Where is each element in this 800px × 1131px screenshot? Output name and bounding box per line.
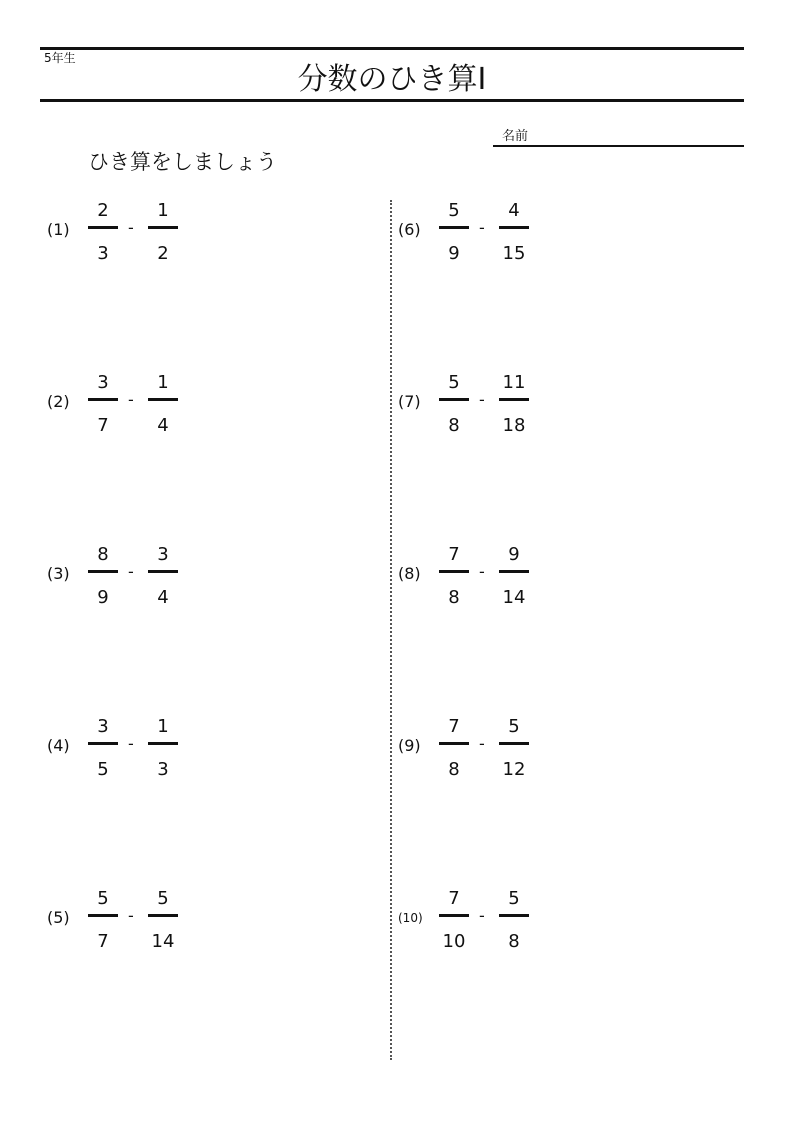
denominator: 8 [448,415,460,436]
problem-7 [398,370,598,440]
denominator: 7 [97,931,109,952]
fraction-bar [439,226,469,229]
minus-sign: - [128,218,134,237]
problem-number: (8) [398,564,421,583]
fraction-bar [439,570,469,573]
fraction-bar [439,398,469,401]
denominator: 18 [502,415,526,436]
denominator: 3 [157,759,169,780]
fraction-subtrahend [499,886,529,955]
fraction-subtrahend [499,714,529,783]
denominator: 5 [97,759,109,780]
fraction-subtrahend [148,198,178,267]
problem-4 [47,714,247,784]
fraction-subtrahend [148,714,178,783]
problem-number: (10) [398,911,423,925]
numerator: 5 [448,372,460,393]
denominator: 8 [448,759,460,780]
fraction-subtrahend [499,198,529,267]
numerator: 5 [448,200,460,221]
problem-3 [47,542,247,612]
minus-sign: - [479,906,485,925]
problem-number: (7) [398,392,421,411]
minus-sign: - [128,390,134,409]
problem-2 [47,370,247,440]
minus-sign: - [479,562,485,581]
fraction-minuend [439,714,469,783]
fraction-minuend [439,542,469,611]
fraction-bar [88,742,118,745]
top-rule [40,47,744,50]
fraction-bar [499,570,529,573]
numerator: 8 [97,544,109,565]
numerator: 5 [97,888,109,909]
denominator: 3 [97,243,109,264]
fraction-subtrahend [148,886,178,955]
title-underline [40,99,744,102]
numerator: 11 [502,372,526,393]
fraction-bar [148,226,178,229]
name-label: 名前 [502,129,529,144]
minus-sign: - [128,734,134,753]
fraction-subtrahend [499,370,529,439]
denominator: 9 [448,243,460,264]
fraction-bar [88,914,118,917]
fraction-bar [148,570,178,573]
problem-number: (4) [47,736,70,755]
fraction-bar [439,914,469,917]
fraction-bar [88,570,118,573]
problem-number: (1) [47,220,70,239]
numerator: 1 [157,200,169,221]
fraction-subtrahend [499,542,529,611]
denominator: 15 [502,243,526,264]
fraction-minuend [439,886,469,955]
fraction-bar [148,914,178,917]
fraction-subtrahend [148,370,178,439]
denominator: 14 [151,931,175,952]
problem-number: (2) [47,392,70,411]
fraction-minuend [439,198,469,267]
numerator: 3 [97,372,109,393]
fraction-bar [88,226,118,229]
numerator: 7 [448,544,460,565]
denominator: 14 [502,587,526,608]
numerator: 3 [97,716,109,737]
numerator: 5 [508,888,520,909]
fraction-bar [148,742,178,745]
minus-sign: - [479,218,485,237]
denominator: 8 [448,587,460,608]
fraction-minuend [88,542,118,611]
denominator: 4 [157,415,169,436]
numerator: 1 [157,716,169,737]
numerator: 2 [97,200,109,221]
fraction-minuend [88,886,118,955]
fraction-bar [88,398,118,401]
numerator: 5 [508,716,520,737]
problem-9 [398,714,598,784]
fraction-bar [499,742,529,745]
denominator: 10 [442,931,466,952]
problem-number: (3) [47,564,70,583]
problem-number: (5) [47,908,70,927]
problem-5 [47,886,247,956]
numerator: 7 [448,888,460,909]
denominator: 8 [508,931,520,952]
fraction-bar [148,398,178,401]
fraction-bar [499,398,529,401]
problem-1 [47,198,247,268]
problem-number: (6) [398,220,421,239]
page-title: 分数のひき算Ⅰ [297,62,487,97]
name-line[interactable] [493,145,744,147]
fraction-minuend [88,370,118,439]
minus-sign: - [479,734,485,753]
problem-10 [398,886,598,956]
problem-number: (9) [398,736,421,755]
denominator: 2 [157,243,169,264]
grade-label: 5年生 [44,51,76,65]
numerator: 3 [157,544,169,565]
problem-6 [398,198,598,268]
problem-8 [398,542,598,612]
numerator: 5 [157,888,169,909]
denominator: 9 [97,587,109,608]
minus-sign: - [128,562,134,581]
denominator: 4 [157,587,169,608]
numerator: 7 [448,716,460,737]
numerator: 4 [508,200,520,221]
fraction-minuend [88,198,118,267]
fraction-minuend [88,714,118,783]
numerator: 1 [157,372,169,393]
denominator: 7 [97,415,109,436]
instruction: ひき算をしましょう [88,150,277,174]
fraction-bar [499,226,529,229]
column-divider [390,200,392,1060]
numerator: 9 [508,544,520,565]
fraction-minuend [439,370,469,439]
fraction-subtrahend [148,542,178,611]
denominator: 12 [502,759,526,780]
minus-sign: - [128,906,134,925]
fraction-bar [499,914,529,917]
minus-sign: - [479,390,485,409]
fraction-bar [439,742,469,745]
